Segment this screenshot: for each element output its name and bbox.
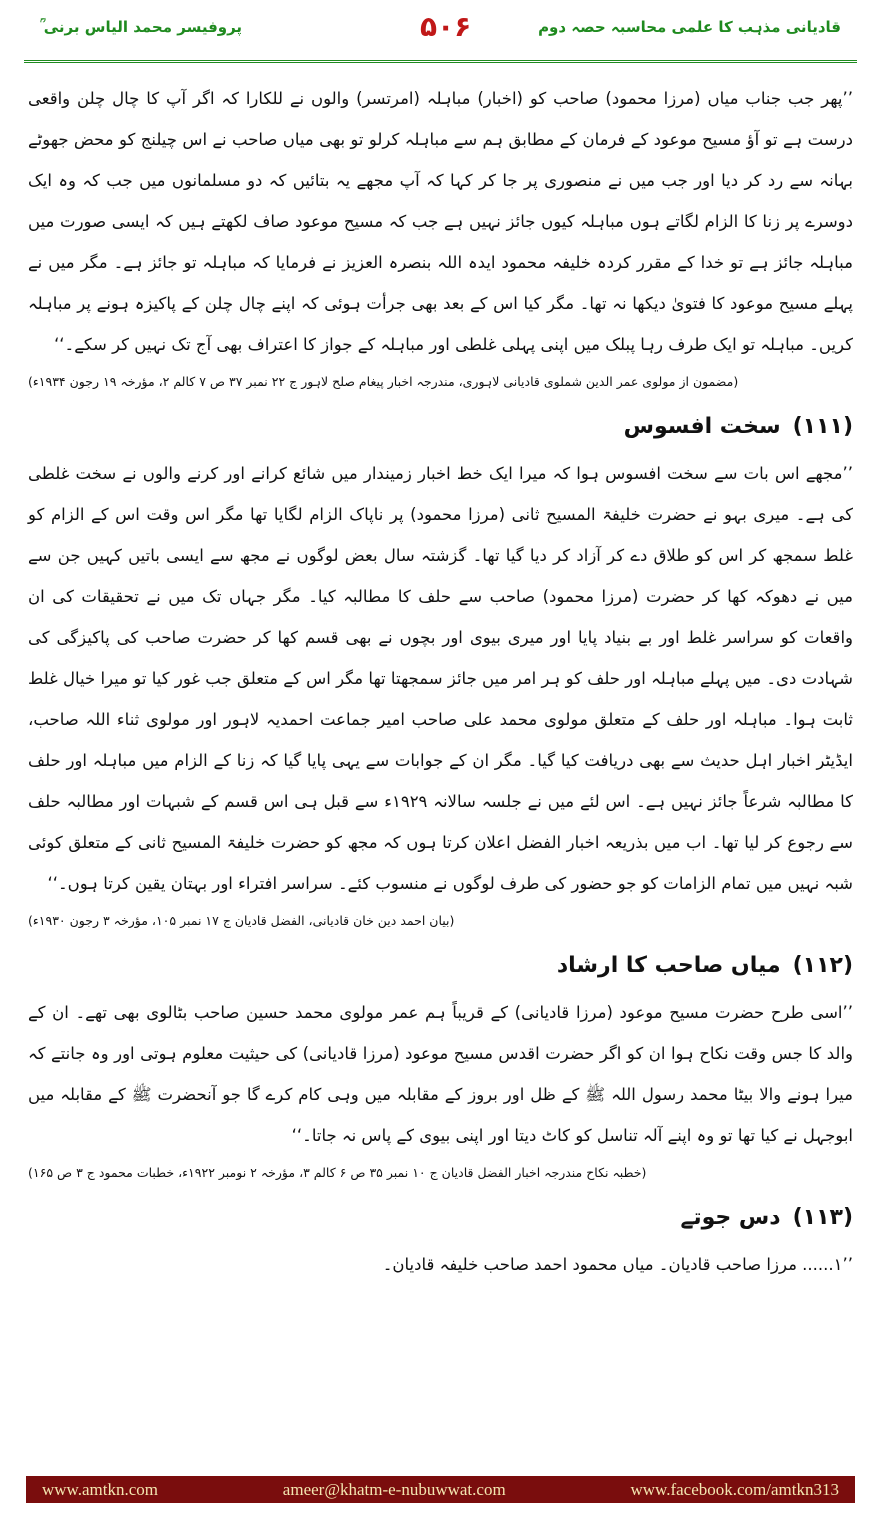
book-title: قادیانی مذہب کا علمی محاسبہ حصہ دوم: [538, 18, 841, 36]
section-113-number: (۱۱۳): [792, 1205, 853, 1230]
reference-112: (خطبہ نکاح مندرجہ اخبار الفضل قادیان ج ۱۰ نمبر ۳۵ ص ۶ کالم ۳، مؤرخہ ۲ نومبر ۱۹۲۲ء، خطبات محمود ج ۳ ص ۱۶۵): [28, 1165, 647, 1180]
header-divider: [24, 60, 857, 63]
section-113-line: ’’۱...... مرزا صاحب قادیان۔ میاں محمود احمد صاحب خلیفہ قادیان۔: [382, 1255, 853, 1274]
section-111-heading: [28, 407, 853, 447]
quote-110: ’’پھر جب جناب میاں (مرزا محمود) صاحب کو (اخبار) مباہلہ (امرتسر) والوں نے للکارا کہ اگر آپ کا چال چلن واقعی درست ہے تو آؤ مسیح موعود کے فرمان کے مطابق ہم سے مباہلہ کرلو تو بھی میاں صاحب نے اس چیلنج کو محض جھوٹے بہانہ سے رد کر دیا اور جب میں نے منصوری پر جا کر کہا کہ آپ مجھے یہ بتائیں کہ دو مسلمانوں میں جب کہ وہ ایک دوسرے پر زنا کا الزام لگاتے ہوں مباہلہ کیوں جائز نہیں ہے جب کہ مسیح موعود صاف لکھتے ہیں کہ ایسی صورت میں مباہلہ جائز ہے تو خدا کے مقرر کردہ خلیفہ محمود ایدہ اللہ بنصرہ العزیز نے فرمایا کہ مباہلہ تو جائز ہے۔ مگر میں نے پہلے مسیح موعود کا فتویٰ دیکھا نہ تھا۔ مگر کیا اس کے بعد بھی جرأت ہوئی کہ اپنے چال چلن کے پاکیزہ ہونے پر مباہلہ کریں۔ مباہلہ تو ایک طرف رہا پبلک میں اپنی پہلی غلطی اور مباہلہ کے جواز کا اعتراف بھی آج تک نہیں کر سکے۔‘‘: [28, 89, 853, 354]
email-link[interactable]: ameer@khatm-e-nubuwwat.com: [282, 1479, 506, 1499]
reference-111: (بیان احمد دین خان قادیانی، الفضل قادیان ج ۱۷ نمبر ۱۰۵، مؤرخہ ۳ رجون ۱۹۳۰ء): [28, 913, 455, 928]
quote-112: ’’اسی طرح حضرت مسیح موعود (مرزا قادیانی) کے قریباً ہم عمر مولوی محمد حسین صاحب بٹالوی بھی تھے۔ ان کے والد کا جس وقت نکاح ہوا ان کو اگر حضرت اقدس مسیح موعود (مرزا قادیانی) کی حیثیت معلوم ہوتی اور وہ جانتے کہ میرا ہونے والا بیٹا محمد رسول اللہ ﷺ کے ظل اور بروز کے مقابلہ میں وہی کام کرے گا جو آنحضرت ﷺ کے مقابلہ میں ابوجہل نے کیا تھا تو وہ اپنے آلہ تناسل کو کاٹ دیتا اور اپنی بیوی کے پاس نہ جاتا۔‘‘: [28, 1003, 853, 1145]
page-number: ۵۰۶: [420, 10, 472, 43]
page-body: [28, 78, 853, 1285]
section-111-title: سخت افسوس: [623, 414, 781, 439]
section-111-number: (۱۱۱): [792, 414, 853, 439]
facebook-link[interactable]: www.facebook.com/amtkn313: [630, 1479, 839, 1499]
section-112-title: میاں صاحب کا ارشاد: [556, 953, 781, 978]
section-113-heading: [28, 1198, 853, 1238]
page-header: [0, 0, 881, 62]
website-link[interactable]: www.amtkn.com: [42, 1479, 158, 1499]
section-112-number: (۱۱۲): [792, 953, 853, 978]
section-112-heading: [28, 946, 853, 986]
section-113-title: دس جوتے: [680, 1205, 781, 1230]
author-name: پروفیسر محمد الیاس برنی ؒ: [40, 18, 243, 36]
quote-111: ’’مجھے اس بات سے سخت افسوس ہوا کہ میرا ایک خط اخبار زمیندار میں شائع کرانے اور کرنے والوں نے سخت غلطی کی ہے۔ میری بہو نے حضرت خلیفۃ المسیح ثانی (مرزا محمود) پر ناپاک الزام لگایا تھا مگر اس وقت اس کے الزام کو غلط سمجھ کر اس کو طلاق دے کر آزاد کر دیا گیا تھا۔ گزشتہ سال بعض لوگوں نے مجھ سے ایسی باتیں کہیں جن سے میں نے دھوکہ کھا کر حضرت (مرزا محمود) صاحب سے حلف کا مطالبہ کیا۔ مگر جہاں تک میں نے تحقیقات کی ان واقعات کو سراسر غلط اور بے بنیاد پایا اور میری بیوی اور بچوں نے بھی قسم کھا کر حضرت صاحب کی پاکیزگی کی شہادت دی۔ میں پہلے مباہلہ اور حلف کو ہر امر میں جائز سمجھتا تھا مگر اس کے متعلق جب غور کیا تو میرا خیال غلط ثابت ہوا۔ مباہلہ اور حلف کے متعلق مولوی محمد علی صاحب امیر جماعت احمدیہ لاہور اور مولوی ثناء اللہ صاحب، ایڈیٹر اخبار اہل حدیث سے بھی دریافت کیا گیا۔ مگر ان کے جوابات سے یہی پایا گیا کہ زنا کے الزام میں مباہلہ اور حلف کا مطالبہ شرعاً جائز نہیں ہے۔ اس لئے میں نے جلسہ سالانہ ۱۹۲۹ء سے قبل ہی اس قسم کے شبہات اور مطالبہ حلف سے رجوع کر لیا تھا۔ اب میں بذریعہ اخبار الفضل اعلان کرتا ہوں کہ مجھ کو حضرت خلیفۃ المسیح ثانی کے متعلق کوئی شبہ نہیں میں تمام الزامات کو جو حضور کی طرف لوگوں نے منسوب کئے۔ سراسر افتراء اور بہتان یقین کرتا ہوں۔‘‘: [28, 464, 853, 893]
reference-110: (مضمون از مولوی عمر الدین شملوی قادیانی لاہوری، مندرجہ اخبار پیغام صلح لاہور ج ۲۲ نمبر ۳۷ ص ۷ کالم ۲، مؤرخہ ۱۹ رجون ۱۹۳۴ء): [28, 374, 739, 389]
page-footer: [26, 1476, 855, 1503]
